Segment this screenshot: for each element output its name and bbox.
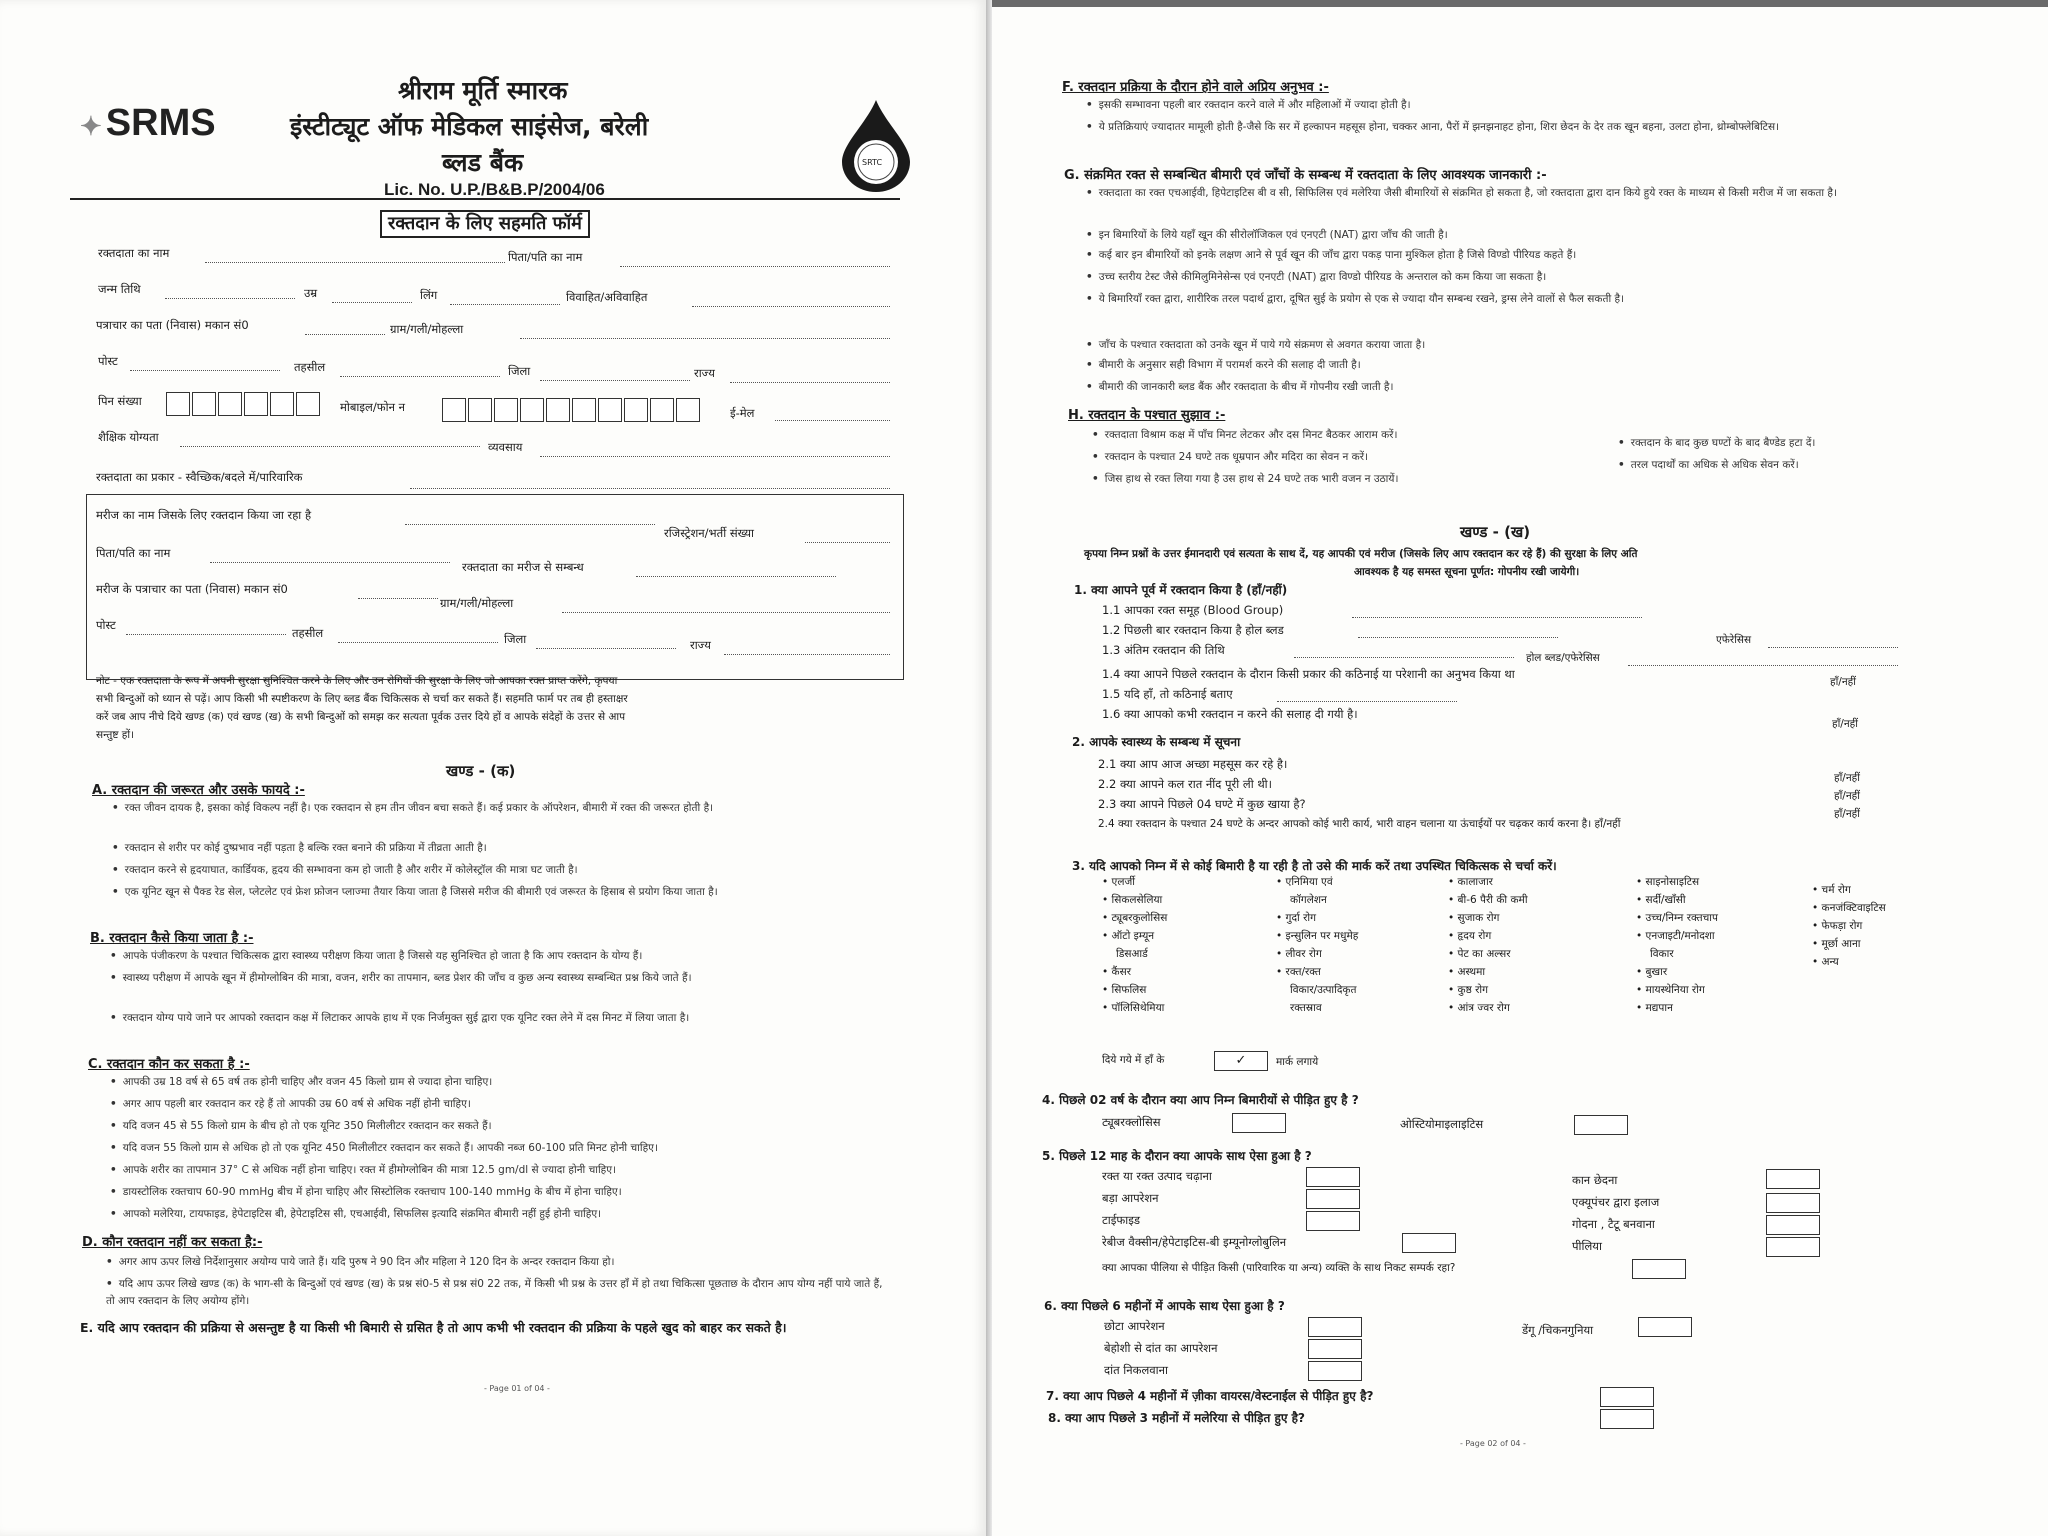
section-F-item: • ये प्रतिक्रियाएं ज्यादातर मामूली होती है-जैसे कि सर में हल्कापन महसूस होना, चक्कर आना, पैरों में झनझनाहट होना, शिरा छेदन के देर तक खून बहना, उलटा होना, थ्रोम्बोफ्लेबिटिस। [1086, 121, 1780, 133]
major-surgery-label: बड़ा आपरेशन [1102, 1191, 1159, 1205]
acupuncture-checkbox[interactable] [1766, 1193, 1820, 1213]
mobile-digit-box[interactable] [468, 398, 492, 422]
apheresis-field[interactable] [1768, 647, 1898, 648]
jaundice-label: पीलिया [1572, 1239, 1602, 1253]
question-7-title: 7. क्या आप पिछले 4 महीनों में ज़ीका वायरस/वेस्टनाईल से पीड़ित हुए है? [1046, 1389, 1374, 1403]
village-label: ग्राम/गली/मोहल्ला [390, 322, 464, 336]
disease-item[interactable]: • एनजाइटी/मनोदशा [1636, 930, 1715, 942]
section-A-item: • रक्त जीवन दायक है, इसका कोई विकल्प नहीं है। एक रक्तदान से हम तीन जीवन बचा सकते हैं। कई प्रकार के ऑपरेशन, बीमारी में रक्त की जरूरत होती है। [112, 802, 714, 814]
address-label: पत्राचार का पता (निवास) मकान सं0 [96, 318, 249, 332]
section-C-title: C. रक्तदान कौन कर सकता है :- [88, 1057, 250, 1072]
tehsil-label: तहसील [294, 360, 326, 374]
tick-instruction: दिये गये में हाँ के [1102, 1054, 1165, 1066]
question-2-title: 2. आपके स्वास्थ्य के सम्बन्ध में सूचना [1072, 735, 1241, 749]
disease-item[interactable]: • बी-6 पैरी की कमी [1448, 894, 1528, 906]
patient-father-label: पिता/पति का नाम [96, 546, 171, 560]
disease-item[interactable]: • कालाजार [1448, 876, 1493, 888]
question-2-2-yes-no[interactable]: हाँ/नहीं [1834, 790, 1860, 802]
disease-item[interactable]: • सिकलसेलिया [1102, 894, 1163, 906]
district-label: जिला [508, 364, 531, 378]
patient-state-label: राज्य [690, 638, 711, 652]
question-5-title: 5. पिछले 12 माह के दौरान क्या आपके साथ ऐसा हुआ है ? [1042, 1149, 1312, 1163]
section-kha-intro-1: कृपया निम्न प्रश्नों के उत्तर ईमानदारी एवं सत्यता के साथ दें, यह आपकी एवं मरीज (जिसके लिए आप रक्तदान कर रहे हैं) की सुरक्षा के लिए अति [1084, 548, 1638, 560]
seal-text: SRTC [862, 158, 883, 167]
disease-item[interactable]: • रक्त/रक्त [1276, 966, 1321, 978]
section-C-item: • यदि वजन 45 से 55 किलो ग्राम के बीच हो तो एक यूनिट 350 मिलीलीटर रक्तदान कर सकते हैं। [110, 1120, 492, 1132]
form-title: रक्तदान के लिए सहमति फॉर्म [380, 210, 590, 238]
logo-mark-icon: ✦ [80, 111, 102, 141]
disease-item[interactable]: • पॉलिसिथेमिया [1102, 1002, 1165, 1014]
patient-post-field[interactable] [126, 634, 286, 635]
tuberculosis-checkbox[interactable] [1232, 1113, 1286, 1133]
village-field[interactable] [520, 338, 890, 339]
disease-item[interactable]: • मद्यपान [1636, 1002, 1673, 1014]
section-B-item: • रक्तदान योग्य पाये जाने पर आपको रक्तदान कक्ष में लिटाकर आपके हाथ में एक निर्जमुक्त सुई द्वारा एक यूनिट रक्त लेने में दस मिनट में लिया जाता है। [110, 1012, 690, 1024]
section-C-item: • आपके शरीर का तापमान 37° C से अधिक नहीं होना चाहिए। रक्त में हीमोग्लोबिन की मात्रा 12.5 gm/dl से ज्यादा होनी चाहिए। [110, 1164, 617, 1176]
question-1-5-label: 1.5 यदि हाँ, तो कठिनाई बताए [1102, 687, 1233, 701]
question-1-title: 1. क्या आपने पूर्व में रक्तदान किया है (हाँ/नहीं) [1074, 583, 1288, 597]
jaundice-contact-label: क्या आपका पीलिया से पीड़ित किसी (पारिवारिक या अन्य) व्यक्ति के साथ निकट सम्पर्क रहा? [1102, 1262, 1456, 1274]
disease-item[interactable]: • अस्थमा [1448, 966, 1486, 978]
disease-item[interactable]: • मायस्थेनिया रोग [1636, 984, 1705, 996]
mobile-digit-box[interactable] [572, 398, 596, 422]
disease-item[interactable]: • कनजंक्टिवाइटिस [1812, 902, 1886, 914]
question-1-6-yes-no[interactable]: हाँ/नहीं [1832, 718, 1858, 730]
disease-item[interactable]: • सिफलिस [1102, 984, 1147, 996]
institute-name-line1: श्रीराम मूर्ति स्मारक [398, 76, 568, 105]
marital-status-label: विवाहित/अविवाहित [566, 290, 648, 304]
dental-surgery-checkbox[interactable] [1308, 1339, 1362, 1359]
tooth-extraction-checkbox[interactable] [1308, 1361, 1362, 1381]
section-C-item: • आपको मलेरिया, टायफाइड, हेपेटाइटिस बी, हेपेटाइटिस सी, एचआईवी, सिफलिस इत्यादि संक्रमित बीमारी नहीं हुई होनी चाहिए। [110, 1208, 602, 1220]
srms-logo: ✦ SRMS [80, 102, 216, 144]
last-donation-date-field[interactable] [1294, 657, 1514, 658]
note-line-1: नोट - एक रक्तदाता के रूप में अपनी सुरक्षा सुनिश्चित करने के लिए और उन रोगियों की सुरक्षा के लिए जो आपका रक्त प्राप्त करेंगे, कृपया [96, 675, 618, 687]
patient-father-field[interactable] [210, 562, 450, 563]
state-label: राज्य [694, 366, 715, 380]
disease-item[interactable]: • उच्च/निम्न रक्तचाप [1636, 912, 1718, 924]
mobile-label: मोबाइल/फोन न [340, 400, 405, 414]
district-field[interactable] [540, 380, 690, 381]
minor-surgery-label: छोटा आपरेशन [1104, 1319, 1165, 1333]
patient-name-field[interactable] [405, 524, 655, 525]
section-A-item: • एक यूनिट खून से पैक्ड रेड सेल, प्लेटलेट एवं फ्रेश फ्रोजन प्लाज्मा तैयार किया जाता है जिससे मरीज की बीमारी एवं जरूरत के हिसाब से प्रयोग किया जाता है। [112, 886, 718, 898]
dengue-checkbox[interactable] [1638, 1317, 1692, 1337]
header-divider [70, 198, 900, 200]
section-kha-intro-2: आवश्यक है यह समस्त सूचना पूर्णत: गोपनीय रखी जायेगी। [1354, 566, 1580, 578]
patient-tehsil-field[interactable] [338, 642, 498, 643]
disease-item[interactable]: विकार [1650, 948, 1674, 960]
occupation-field[interactable] [540, 456, 890, 457]
post-field[interactable] [130, 370, 280, 371]
email-label: ई-मेल [730, 406, 755, 420]
question-3-title: 3. यदि आपको निम्न में से कोई बिमारी है या रही है तो उसे की मार्क करें तथा उपस्थित चिकित्सक से चर्चा करें। [1072, 859, 1557, 873]
patient-village-label: ग्राम/गली/मोहल्ला [440, 596, 514, 610]
section-ka-heading: खण्ड - (क) [446, 762, 516, 780]
disease-item[interactable]: • ऑटो इम्यून [1102, 930, 1155, 942]
institute-name-line2: इंस्टीट्यूट ऑफ मेडिकल साइंसेज, बरेली [290, 112, 649, 141]
blood-drop-icon [838, 96, 914, 194]
donor-name-field[interactable] [205, 262, 505, 263]
section-G-item: • इन बिमारियों के लिये यहाँ खून की सीरोलॉजिकल एवं एनएटी (NAT) द्वारा जाँच की जाती है। [1086, 229, 1448, 241]
address-field[interactable] [305, 334, 385, 335]
question-8-title: 8. क्या आप पिछले 3 महीनों में मलेरिया से पीड़ित हुए है? [1048, 1411, 1305, 1425]
blood-group-field[interactable] [1352, 617, 1642, 618]
disease-item[interactable]: • लीवर रोग [1276, 948, 1322, 960]
question-1-2-label: 1.2 पिछली बार रक्तदान किया है होल ब्लड [1102, 623, 1284, 637]
section-kha-heading: खण्ड - (ख) [1460, 523, 1531, 541]
disease-column-5 [1812, 881, 1982, 971]
blood-drop-seal [838, 96, 914, 194]
disease-item[interactable]: • अन्य [1812, 956, 1839, 968]
section-B-title: B. रक्तदान कैसे किया जाता है :- [90, 931, 254, 946]
pin-digit-box[interactable] [192, 392, 216, 416]
section-C-item: • अगर आप पहली बार रक्तदान कर रहे हैं तो आपकी उम्र 60 वर्ष से अधिक नहीं होनी चाहिए। [110, 1098, 471, 1110]
section-C-item: • डायस्टोलिक रक्तचाप 60-90 mmHg बीच में होना चाहिए और सिस्टोलिक रक्तचाप 100-140 mmHg के बीच में होना चाहिए। [110, 1186, 622, 1198]
disease-item[interactable]: • चर्म रोग [1812, 884, 1851, 896]
disease-column-2 [1276, 873, 1446, 1017]
patient-address-label: मरीज के पत्राचार का पता (निवास) मकान सं0 [96, 582, 288, 596]
gender-label: लिंग [420, 288, 438, 302]
age-label: उम्र [304, 286, 318, 300]
marital-status-field[interactable] [692, 306, 890, 307]
father-name-field[interactable] [620, 266, 890, 267]
question-2-3-yes-no[interactable]: हाँ/नहीं [1834, 808, 1860, 820]
disease-item[interactable]: • फेफड़ा रोग [1812, 920, 1863, 932]
section-A-item: • रक्तदान करने से हृदयाघात, कार्डियक, हृदय की सम्भावना कम हो जाती है और शरीर में कोलेस्ट्रॉल की मात्रा घट जाती है। [112, 864, 578, 876]
section-H-left-item: • रक्तदाता विश्राम कक्ष में पाँच मिनट लेटकर और दस मिनट बैठकर आराम करें। [1092, 429, 1398, 441]
question-4-title: 4. पिछले 02 वर्ष के दौरान क्या आप निम्न बिमारीयों से पीड़ित हुए है ? [1042, 1093, 1359, 1107]
dob-field[interactable] [165, 298, 295, 299]
mobile-digit-box[interactable] [624, 398, 648, 422]
disease-item[interactable]: विकार/उत्पादिकृत [1290, 984, 1357, 996]
wholeblood-apheresis-label: होल ब्लड/एफेरेसिस [1526, 652, 1600, 664]
note-line-4: सन्तुष्ट हों। [96, 729, 135, 741]
patient-district-label: जिला [504, 632, 527, 646]
section-H-right-item: • रक्तदान के बाद कुछ घण्टों के बाद बैण्डेड हटा दें। [1618, 437, 1816, 449]
tick-example-box [1214, 1051, 1268, 1071]
pin-digit-box[interactable] [296, 392, 320, 416]
disease-column-1 [1102, 873, 1272, 1017]
note-line-2: सभी बिन्दुओं को ध्यान से पढ़ें। आप किसी भी स्पष्टीकरण के लिए ब्लड बैंक चिकित्सक से चर्चा कर सकते हैं। सहमति फार्म पर तब ही हस्ताक्षर [96, 693, 628, 705]
mobile-digit-box[interactable] [598, 398, 622, 422]
section-B-item: • स्वास्थ्य परीक्षण में आपके खून में हीमोग्लोबिन की मात्रा, वजन, शरीर का तापमान, ब्लड प्रेशर की जाँच व कुछ अन्य स्वास्थ्य सम्बन्धित प्रश्न किये जाते हैं। [110, 972, 692, 984]
section-G-item: • बीमारी के अनुसार सही विभाग में परामर्श करने की सलाह दी जाती है। [1086, 359, 1361, 371]
section-G-item: • बीमारी की जानकारी ब्लड बैंक और रक्तदाता के बीच में गोपनीय रखी जाती है। [1086, 381, 1394, 393]
section-D-title: D. कौन रक्तदान नहीं कर सकता है:- [82, 1235, 263, 1250]
donor-name-label: रक्तदाता का नाम [98, 246, 170, 260]
section-E-text: E. यदि आप रक्तदान की प्रक्रिया से असन्तुष्ट है या किसी भी बिमारी से ग्रसित है तो आप कभी भी रक्तदान की प्रक्रिया के पहले खुद को बाहर कर सकते है। [80, 1320, 787, 1335]
dob-label: जन्म तिथि [98, 282, 141, 296]
jaundice-checkbox[interactable] [1766, 1237, 1820, 1257]
occupation-label: व्यवसाय [488, 440, 523, 454]
pin-digit-box[interactable] [166, 392, 190, 416]
disease-item[interactable]: • आंत्र ज्वर रोग [1448, 1002, 1510, 1014]
difficulty-details-field[interactable] [1277, 701, 1457, 702]
typhoid-checkbox[interactable] [1306, 1211, 1360, 1231]
transfusion-checkbox[interactable] [1306, 1167, 1360, 1187]
question-2-1-yes-no[interactable]: हाँ/नहीं [1834, 772, 1860, 784]
section-D-item: • अगर आप ऊपर लिखे निर्देशानुसार अयोग्य पाये जाते हैं। यदि पुरुष ने 90 दिन और महिला ने 120 दिन के अन्दर रक्तदान किया हो। [106, 1256, 615, 1268]
question-2-4-label: 2.4 क्या रक्तदान के पश्चात 24 घण्टे के अन्दर आपको कोई भारी कार्य, भारी वाहन चलाना या ऊंचाईयों पर चढ़कर कार्य करना है। हाँ/नहीं [1098, 818, 1621, 830]
gender-field[interactable] [450, 304, 560, 305]
disease-column-3 [1448, 873, 1618, 1017]
question-6-title: 6. क्या पिछले 6 महीनों में आपके साथ ऐसा हुआ है ? [1044, 1299, 1285, 1313]
disease-item[interactable]: • हृदय रोग [1448, 930, 1492, 942]
tattoo-checkbox[interactable] [1766, 1215, 1820, 1235]
minor-surgery-checkbox[interactable] [1308, 1317, 1362, 1337]
section-H-right-item: • तरल पदार्थों का अधिक से अधिक सेवन करें। [1618, 459, 1799, 471]
education-label: शैक्षिक योग्यता [98, 430, 159, 444]
patient-tehsil-label: तहसील [292, 626, 324, 640]
question-2-1-label: 2.1 क्या आप आज अच्छा महसूस कर रहे है। [1098, 757, 1288, 771]
registration-field[interactable] [805, 542, 890, 543]
page-footer: - Page 02 of 04 - [1460, 1439, 1526, 1448]
disease-item[interactable]: • एलर्जी [1102, 876, 1135, 888]
pin-digit-box[interactable] [270, 392, 294, 416]
section-G-item: • रक्तदाता का रक्त एचआईवी, हिपेटाइटिस बी व सी, सिफिलिस एवं मलेरिया जैसी बीमारियों से संक्रमित हो सकता है, जो रक्तदाता द्वारा दान किये हुये रक्त के माध्यम से किसी मरीज में जा सकता है। [1086, 187, 1837, 199]
disease-item[interactable]: रक्तस्राव [1290, 1002, 1322, 1014]
disease-item[interactable]: • मूर्छा आना [1812, 938, 1861, 950]
mobile-digit-box[interactable] [676, 398, 700, 422]
section-G-item: • जाँच के पश्चात रक्तदाता को उनके खून में पाये गये संक्रमण से अवगत कराया जाता है। [1086, 339, 1426, 351]
dental-surgery-label: बेहोशी से दांत का आपरेशन [1104, 1341, 1218, 1355]
question-1-1-label: 1.1 आपका रक्त समूह (Blood Group) [1102, 603, 1284, 617]
rabies-vaccine-label: रेबीज वैक्सीन/हेपेटाइटिस-बी इम्यूनोग्लोबुलिन [1102, 1235, 1287, 1249]
relation-label: रक्तदाता का मरीज से सम्बन्ध [462, 560, 584, 574]
page-footer: - Page 01 of 04 - [484, 1384, 550, 1393]
question-2-2-label: 2.2 क्या आपने कल रात नींद पूरी ली थी। [1098, 777, 1273, 791]
mobile-digit-box[interactable] [442, 398, 466, 422]
osteomyelitis-label: ओस्टियोमाइलाइटिस [1400, 1117, 1484, 1131]
ear-piercing-label: कान छेदना [1572, 1173, 1618, 1187]
disease-item[interactable]: • गुर्दा रोग [1276, 912, 1317, 924]
apheresis-label: एफेरेसिस [1716, 634, 1752, 646]
registration-label: रजिस्ट्रेशन/भर्ती संख्या [664, 526, 754, 540]
form-page-2 [992, 0, 2048, 1536]
section-F-item: • इसकी सम्भावना पहली बार रक्तदान करने वाले में और महिलाओं में ज्यादा होती है। [1086, 99, 1411, 111]
ear-piercing-checkbox[interactable] [1766, 1169, 1820, 1189]
section-G-item: • ये बिमारियाँ रक्त द्वारा, शारीरिक तरल पदार्थ द्वारा, दूषित सुई के प्रयोग से एक से ज्यादा यौन सम्बन्ध रखने, ड्रग्स लेने वालों से फैल सकती है। [1086, 293, 1625, 305]
section-G-item: • उच्च स्तरीय टेस्ट जैसे कीमिलुमिनेसेन्स एवं एनएटी (NAT) द्वारा विण्डो पीरियड के अन्तराल को कम किया जा सकता है। [1086, 271, 1547, 283]
note-line-3: करें जब आप नीचे दिये खण्ड (क) एवं खण्ड (ख) के सभी बिन्दुओं को समझ कर सत्यता पूर्वक उत्तर दिये हों व आपके संदेहों के उत्तर से आप [96, 711, 626, 723]
age-field[interactable] [332, 302, 412, 303]
malaria-checkbox[interactable] [1600, 1409, 1654, 1429]
patient-address-field[interactable] [358, 598, 438, 599]
disease-item[interactable]: • सर्दी/खाँसी [1636, 894, 1686, 906]
blood-bank-title: ब्लड बैंक [442, 148, 524, 177]
question-1-4-yes-no[interactable]: हाँ/नहीं [1830, 676, 1856, 688]
disease-column-4 [1636, 873, 1806, 1017]
disease-item[interactable]: • सुजाक रोग [1448, 912, 1500, 924]
disease-item[interactable]: डिसआर्ड [1116, 948, 1148, 960]
section-C-item: • आपकी उम्र 18 वर्ष से 65 वर्ष तक होनी चाहिए और वजन 45 किलो ग्राम से ज्यादा होना चाहिए। [110, 1076, 493, 1088]
disease-item[interactable]: • इन्सुलिन पर मधुमेह [1276, 930, 1359, 942]
wholeblood-apheresis-field[interactable] [1628, 665, 1898, 666]
state-field[interactable] [730, 382, 890, 383]
tattoo-label: गोदना , टैटू बनवाना [1572, 1217, 1655, 1231]
pin-digit-box[interactable] [218, 392, 242, 416]
section-G-item: • कई बार इन बीमारियों को इनके लक्षण आने से पूर्व खून की जाँच द्वारा पकड़ पाना मुश्किल होता है जिसे विण्डो पीरियड कहते हैं। [1086, 249, 1577, 261]
donor-type-label: रक्तदाता का प्रकार - स्वैच्छिक/बदले में/पारिवारिक [96, 470, 303, 484]
disease-item[interactable]: • एनिमिया एवं [1276, 876, 1333, 888]
section-H-left-item: • रक्तदान के पश्चात 24 घण्टे तक धूम्रपान और मदिरा का सेवन न करें। [1092, 451, 1369, 463]
question-1-3-label: 1.3 अंतिम रक्तदान की तिथि [1102, 643, 1225, 657]
acupuncture-label: एक्यूपंचर द्वारा इलाज [1572, 1195, 1660, 1209]
email-field[interactable] [775, 420, 890, 421]
rabies-vaccine-checkbox[interactable] [1402, 1233, 1456, 1253]
major-surgery-checkbox[interactable] [1306, 1189, 1360, 1209]
disease-item[interactable]: • बुखार [1636, 966, 1668, 978]
disease-item[interactable]: कॉगलेशन [1290, 894, 1327, 906]
disease-item[interactable]: • कुष्ठ रोग [1448, 984, 1489, 996]
relation-field[interactable] [636, 576, 836, 577]
patient-state-field[interactable] [724, 654, 890, 655]
section-D-item: • यदि आप ऊपर लिखे खण्ड (क) के भाग-सी के बिन्दुओं एवं खण्ड (ख) के प्रश्न सं0-5 से प्रश्न सं0 22 तक, में किसी भी प्रश्न के उत्तर हाँ में हो तथा चिकित्सा पूछताछ के दौरान आप योग्य नहीं पाये जाते हैं, तो आप रक्तदान के लिए अयोग्य होंगे। [106, 1278, 883, 1307]
father-name-label: पिता/पति का नाम [508, 250, 583, 264]
donor-type-field[interactable] [410, 488, 890, 489]
checkmark-icon: ✓ [1235, 1053, 1247, 1068]
section-H-left-item: • जिस हाथ से रक्त लिया गया है उस हाथ से 24 घण्टे तक भारी वजन न उठायें। [1092, 473, 1399, 485]
patient-village-field[interactable] [562, 612, 890, 613]
dengue-label: डेंगू /चिकनगुनिया [1522, 1323, 1594, 1337]
tooth-extraction-label: दांत निकलवाना [1104, 1363, 1169, 1377]
section-A-title: A. रक्तदान की जरूरत और उसके फायदे :- [92, 783, 305, 798]
transfusion-label: रक्त या रक्त उत्पाद चढ़ाना [1102, 1169, 1212, 1183]
typhoid-label: टाईफाइड [1102, 1213, 1141, 1227]
mobile-digit-box[interactable] [520, 398, 544, 422]
education-field[interactable] [180, 446, 480, 447]
disease-item[interactable]: • कैंसर [1102, 966, 1131, 978]
licence-number: Lic. No. U.P./B&B.P/2004/06 [384, 180, 605, 199]
zika-checkbox[interactable] [1600, 1387, 1654, 1407]
pin-digit-box[interactable] [244, 392, 268, 416]
disease-item[interactable]: • पेट का अल्सर [1448, 948, 1511, 960]
section-C-item: • यदि वजन 55 किलो ग्राम से अधिक हो तो एक यूनिट 450 मिलीलीटर रक्तदान कर सकते हैं। आपकी नब्ज 60-100 प्रति मिनट होनी चाहिए। [110, 1142, 658, 1154]
tehsil-field[interactable] [340, 376, 500, 377]
tick-instruction-suffix: मार्क लगाये [1276, 1056, 1319, 1068]
pin-label: पिन संख्या [98, 394, 142, 408]
disease-item[interactable]: • साइनोसाइटिस [1636, 876, 1700, 888]
tuberculosis-label: ट्यूबरक्लोसिस [1102, 1115, 1161, 1129]
section-H-title: H. रक्तदान के पश्चात सुझाव :- [1068, 408, 1226, 423]
patient-district-field[interactable] [536, 648, 676, 649]
last-donation-type-field[interactable] [1358, 637, 1558, 638]
question-2-3-label: 2.3 क्या आपने पिछले 04 घण्टे में कुछ खाया है? [1098, 797, 1306, 811]
post-label: पोस्ट [98, 354, 118, 368]
mobile-number-boxes[interactable] [442, 398, 702, 422]
disease-item[interactable]: • ट्यूबरकुलोसिस [1102, 912, 1168, 924]
osteomyelitis-checkbox[interactable] [1574, 1115, 1628, 1135]
mobile-digit-box[interactable] [546, 398, 570, 422]
mobile-digit-box[interactable] [494, 398, 518, 422]
section-G-title: G. संक्रमित रक्त से सम्बन्धित बीमारी एवं जाँचों के सम्बन्ध में रक्तदाता के लिए आवश्यक जानकारी :- [1064, 168, 1547, 183]
mobile-digit-box[interactable] [650, 398, 674, 422]
patient-post-label: पोस्ट [96, 618, 116, 632]
question-1-4-label: 1.4 क्या आपने पिछले रक्तदान के दौरान किसी प्रकार की कठिनाई या परेशानी का अनुभव किया था [1102, 667, 1515, 681]
pin-code-boxes[interactable] [166, 392, 322, 416]
patient-name-label: मरीज का नाम जिसके लिए रक्तदान किया जा रहा है [96, 508, 312, 522]
section-F-title: F. रक्तदान प्रक्रिया के दौरान होने वाले अप्रिय अनुभव :- [1062, 80, 1329, 95]
form-page-1 [0, 0, 986, 1536]
jaundice-contact-checkbox[interactable] [1632, 1259, 1686, 1279]
section-B-item: • आपके पंजीकरण के पश्चात चिकित्सक द्वारा स्वास्थ्य परीक्षण किया जाता है जिससे यह सुनिश्चित हो जाता है कि आप रक्तदान के योग्य हैं। [110, 950, 643, 962]
section-A-item: • रक्तदान से शरीर पर कोई दुष्प्रभाव नहीं पड़ता है बल्कि रक्त बनाने की प्रक्रिया में तीव्रता आती है। [112, 842, 487, 854]
question-1-6-label: 1.6 क्या आपको कभी रक्तदान न करने की सलाह दी गयी है। [1102, 707, 1358, 721]
